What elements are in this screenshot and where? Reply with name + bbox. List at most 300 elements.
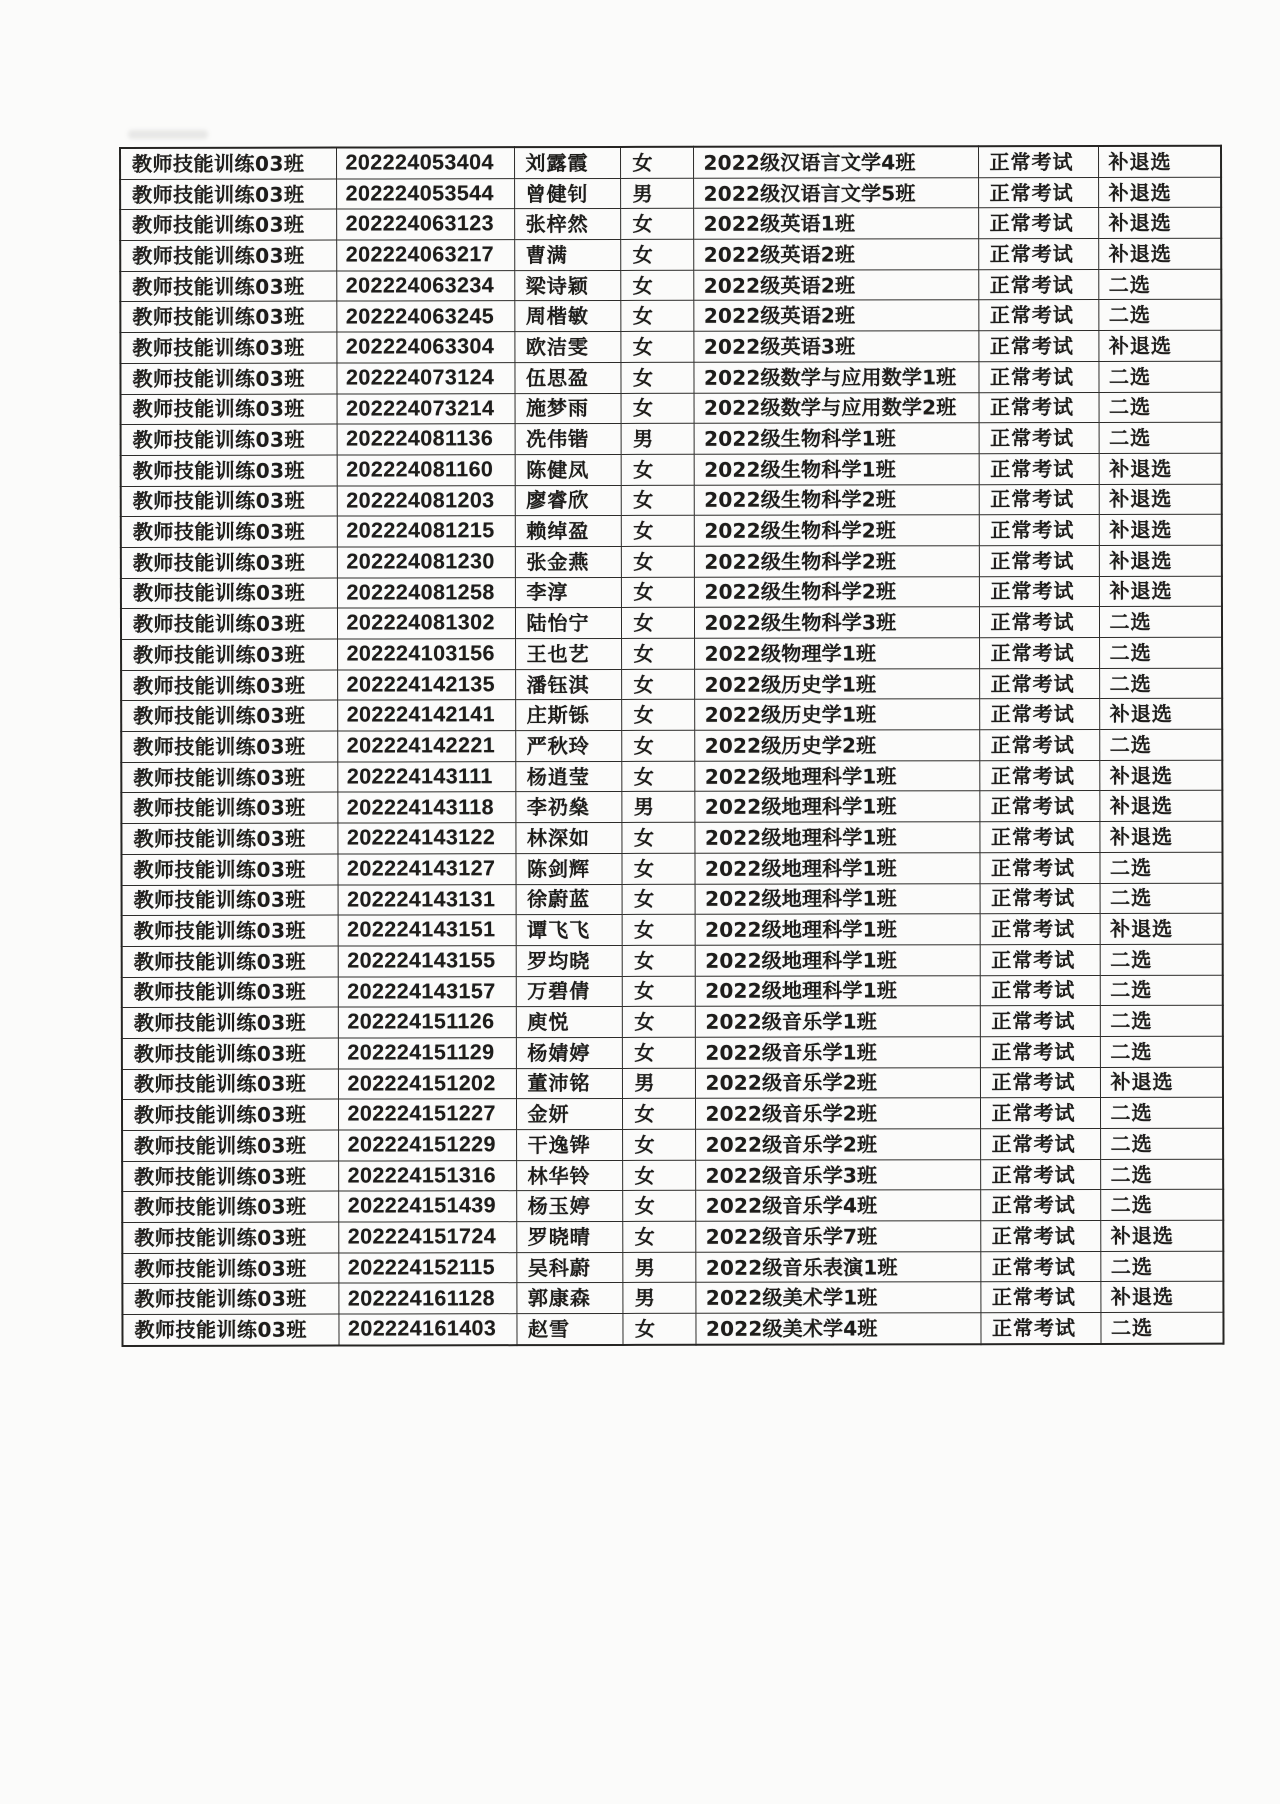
cell-gender: 女 [622,884,695,915]
cell-student-id: 202224081230 [337,547,515,578]
cell-exam-status: 正常考试 [980,944,1100,975]
cell-student-name: 谭飞飞 [516,915,622,946]
cell-student-id: 202224152115 [338,1252,516,1283]
cell-class-group: 教师技能训练03班 [122,1283,338,1314]
cell-student-id: 202224081203 [337,485,515,516]
cell-exam-status: 正常考试 [978,300,1098,331]
cell-student-name: 梁诗颖 [514,270,620,301]
cell-exam-status: 正常考试 [978,331,1098,362]
cell-admin-class: 2022级生物科学2班 [694,576,979,607]
cell-admin-class: 2022级汉语言文学4班 [693,146,978,178]
cell-gender: 女 [621,485,694,516]
cell-student-name: 施梦雨 [515,393,621,424]
cell-exam-status: 正常考试 [979,453,1099,484]
cell-admin-class: 2022级生物科学2班 [694,546,979,577]
cell-exam-status: 正常考试 [979,791,1099,822]
cell-class-group: 教师技能训练03班 [120,148,336,180]
table-row [120,300,1221,333]
cell-selection-type: 二选 [1100,883,1223,914]
cell-exam-status: 正常考试 [979,730,1099,761]
cell-selection-type: 补退选 [1098,177,1221,208]
table-row [121,852,1222,885]
cell-selection-type: 补退选 [1098,208,1221,239]
cell-admin-class: 2022级音乐学2班 [695,1129,980,1160]
cell-class-group: 教师技能训练03班 [121,731,337,762]
cell-exam-status: 正常考试 [980,883,1100,914]
cell-student-id: 202224063234 [336,270,514,301]
table-row [122,1282,1223,1315]
cell-student-name: 林华铃 [516,1160,622,1191]
cell-exam-status: 正常考试 [979,760,1099,791]
cell-student-id: 202224053544 [336,178,514,209]
cell-class-group: 教师技能训练03班 [121,516,337,547]
cell-student-name: 罗晓晴 [516,1222,622,1253]
cell-gender: 男 [621,792,694,823]
cell-gender: 女 [620,209,693,240]
cell-admin-class: 2022级数学与应用数学2班 [694,392,979,423]
cell-exam-status: 正常考试 [979,484,1099,515]
cell-admin-class: 2022级生物科学3班 [694,607,979,638]
cell-gender: 女 [622,1313,695,1344]
cell-gender: 女 [622,1160,695,1191]
cell-exam-status: 正常考试 [980,1098,1100,1129]
cell-class-group: 教师技能训练03班 [120,301,336,332]
cell-class-group: 教师技能训练03班 [120,332,336,363]
cell-admin-class: 2022级地理科学1班 [695,975,980,1006]
table-row [121,729,1222,762]
table-row [121,760,1222,793]
table-row [120,208,1221,241]
cell-student-id: 202224053404 [336,147,514,179]
cell-admin-class: 2022级音乐学7班 [695,1221,980,1252]
cell-student-name: 干逸铧 [516,1129,622,1160]
cell-selection-type: 补退选 [1099,514,1222,545]
cell-exam-status: 正常考试 [979,822,1099,853]
table-row [122,1159,1223,1192]
table-row [122,1036,1223,1069]
cell-selection-type: 二选 [1098,269,1221,300]
cell-student-id: 202224081258 [337,577,515,608]
table-row [121,637,1222,670]
cell-admin-class: 2022级历史学2班 [694,730,979,761]
scan-smudge [128,130,208,139]
cell-class-group: 教师技能训练03班 [122,1007,338,1038]
cell-gender: 女 [621,454,694,485]
cell-student-id: 202224151129 [338,1038,516,1069]
cell-exam-status: 正常考试 [979,576,1099,607]
cell-exam-status: 正常考试 [979,607,1099,638]
cell-student-name: 徐蔚蓝 [516,884,622,915]
student-roster-table [119,145,1225,1347]
cell-selection-type: 补退选 [1099,699,1222,730]
cell-gender: 女 [620,331,693,362]
cell-selection-type: 补退选 [1099,821,1222,852]
cell-gender: 女 [621,853,694,884]
cell-selection-type: 二选 [1099,422,1222,453]
table-row [122,975,1223,1008]
cell-exam-status: 正常考试 [979,392,1099,423]
cell-student-id: 202224081302 [337,608,515,639]
cell-student-name: 陈健凤 [515,454,621,485]
cell-exam-status: 正常考试 [979,515,1099,546]
cell-student-id: 202224073124 [336,362,514,393]
cell-selection-type: 二选 [1100,975,1223,1006]
cell-selection-type: 补退选 [1099,545,1222,576]
cell-gender: 女 [621,822,694,853]
cell-admin-class: 2022级美术学4班 [695,1313,980,1345]
cell-selection-type: 二选 [1099,607,1222,638]
cell-class-group: 教师技能训练03班 [122,1161,338,1192]
cell-selection-type: 二选 [1098,361,1221,392]
cell-selection-type: 补退选 [1100,1067,1223,1098]
cell-selection-type: 补退选 [1099,484,1222,515]
cell-admin-class: 2022级音乐学4班 [695,1190,980,1221]
cell-student-name: 罗均晓 [516,945,622,976]
cell-exam-status: 正常考试 [980,914,1100,945]
roster-body [120,146,1224,1346]
table-row [120,361,1221,394]
cell-class-group: 教师技能训练03班 [121,578,337,609]
cell-class-group: 教师技能训练03班 [120,271,336,302]
table-row [121,453,1222,486]
cell-selection-type: 补退选 [1098,146,1221,177]
cell-exam-status: 正常考试 [979,699,1099,730]
cell-gender: 女 [621,638,694,669]
cell-gender: 女 [622,1037,695,1068]
table-row [122,883,1223,916]
cell-student-name: 曾健钊 [514,178,620,209]
cell-admin-class: 2022级音乐学2班 [695,1067,980,1098]
cell-selection-type: 二选 [1100,1251,1223,1282]
cell-class-group: 教师技能训练03班 [120,240,336,271]
cell-student-name: 欧洁雯 [514,332,620,363]
cell-gender: 男 [622,1068,695,1099]
cell-class-group: 教师技能训练03班 [121,823,337,854]
cell-student-name: 张梓然 [514,209,620,240]
cell-gender: 女 [622,1007,695,1038]
cell-exam-status: 正常考试 [980,1159,1100,1190]
cell-student-name: 吴科蔚 [516,1252,622,1283]
cell-selection-type: 二选 [1100,1159,1223,1190]
cell-student-id: 202224161128 [338,1283,516,1314]
table-row [121,484,1222,517]
cell-selection-type: 二选 [1100,1312,1223,1343]
cell-admin-class: 2022级汉语言文学5班 [693,177,978,208]
cell-exam-status: 正常考试 [980,1251,1100,1282]
cell-student-name: 廖睿欣 [515,485,621,516]
cell-student-id: 202224151724 [338,1222,516,1253]
table-row [121,607,1222,640]
cell-class-group: 教师技能训练03班 [121,424,337,455]
cell-exam-status: 正常考试 [979,423,1099,454]
cell-exam-status: 正常考试 [978,208,1098,239]
table-row [122,1312,1223,1345]
cell-class-group: 教师技能训练03班 [122,946,338,977]
cell-selection-type: 二选 [1098,300,1221,331]
cell-selection-type: 补退选 [1099,576,1222,607]
table-row [121,422,1222,455]
cell-exam-status: 正常考试 [979,545,1099,576]
cell-selection-type: 二选 [1100,1190,1223,1221]
cell-admin-class: 2022级音乐学3班 [695,1159,980,1190]
cell-student-name: 张金燕 [515,546,621,577]
cell-class-group: 教师技能训练03班 [122,1038,338,1069]
cell-admin-class: 2022级英语1班 [693,208,978,239]
cell-gender: 男 [621,423,694,454]
table-row [120,146,1221,179]
cell-exam-status: 正常考试 [979,852,1099,883]
cell-selection-type: 二选 [1100,1098,1223,1129]
cell-student-id: 202224151202 [338,1068,516,1099]
cell-student-id: 202224143131 [338,884,516,915]
cell-class-group: 教师技能训练03班 [122,915,338,946]
cell-admin-class: 2022级地理科学1班 [694,822,979,853]
cell-student-id: 202224151229 [338,1130,516,1161]
cell-class-group: 教师技能训练03班 [120,179,336,210]
cell-gender: 女 [621,669,694,700]
cell-admin-class: 2022级数学与应用数学1班 [693,362,978,393]
cell-gender: 女 [622,976,695,1007]
cell-student-id: 202224151316 [338,1160,516,1191]
cell-admin-class: 2022级音乐表演1班 [695,1251,980,1282]
cell-student-id: 202224143155 [338,946,516,977]
cell-exam-status: 正常考试 [980,1006,1100,1037]
cell-admin-class: 2022级地理科学1班 [694,791,979,822]
cell-student-id: 202224063123 [336,209,514,240]
cell-class-group: 教师技能训练03班 [122,1191,338,1222]
cell-student-name: 李淳 [515,577,621,608]
cell-gender: 女 [620,239,693,270]
cell-student-id: 202224142135 [337,669,515,700]
cell-selection-type: 二选 [1100,1036,1223,1067]
cell-admin-class: 2022级音乐学2班 [695,1098,980,1129]
cell-gender: 女 [621,516,694,547]
cell-student-name: 林深如 [515,823,621,854]
cell-admin-class: 2022级地理科学1班 [694,760,979,791]
cell-gender: 女 [621,393,694,424]
cell-student-name: 万碧倩 [516,976,622,1007]
cell-student-name: 刘露霞 [514,147,620,178]
cell-student-name: 庾悦 [516,1007,622,1038]
cell-class-group: 教师技能训练03班 [120,209,336,240]
cell-selection-type: 二选 [1099,729,1222,760]
cell-gender: 女 [620,362,693,393]
cell-selection-type: 补退选 [1100,1220,1223,1251]
cell-class-group: 教师技能训练03班 [122,1222,338,1253]
cell-exam-status: 正常考试 [980,1190,1100,1221]
cell-student-name: 金妍 [516,1099,622,1130]
cell-selection-type: 补退选 [1098,238,1221,269]
cell-gender: 女 [621,730,694,761]
table-row [121,668,1222,701]
cell-student-id: 202224073214 [337,393,515,424]
cell-exam-status: 正常考试 [980,975,1100,1006]
cell-student-name: 郭康森 [516,1283,622,1314]
cell-admin-class: 2022级英语2班 [693,269,978,300]
cell-class-group: 教师技能训练03班 [120,363,336,394]
cell-admin-class: 2022级音乐学1班 [695,1037,980,1068]
cell-student-name: 杨婧婷 [516,1037,622,1068]
cell-gender: 女 [622,1191,695,1222]
cell-gender: 女 [620,301,693,332]
cell-gender: 女 [620,270,693,301]
cell-class-group: 教师技能训练03班 [122,1130,338,1161]
cell-class-group: 教师技能训练03班 [121,639,337,670]
cell-class-group: 教师技能训练03班 [121,394,337,425]
cell-admin-class: 2022级美术学1班 [695,1282,980,1313]
cell-exam-status: 正常考试 [980,1128,1100,1159]
cell-gender: 女 [622,1129,695,1160]
cell-exam-status: 正常考试 [979,637,1099,668]
cell-admin-class: 2022级地理科学1班 [695,945,980,976]
cell-class-group: 教师技能训练03班 [122,885,338,916]
table-row [121,392,1222,425]
cell-student-name: 李礽燊 [515,792,621,823]
cell-class-group: 教师技能训练03班 [122,977,338,1008]
cell-selection-type: 补退选 [1098,330,1221,361]
table-row [120,330,1221,363]
cell-student-name: 陆怡宁 [515,608,621,639]
cell-student-id: 202224103156 [337,639,515,670]
cell-exam-status: 正常考试 [978,146,1098,177]
cell-selection-type: 二选 [1100,944,1223,975]
cell-class-group: 教师技能训练03班 [121,670,337,701]
cell-selection-type: 二选 [1099,637,1222,668]
cell-selection-type: 二选 [1099,852,1222,883]
cell-exam-status: 正常考试 [978,361,1098,392]
cell-class-group: 教师技能训练03班 [121,455,337,486]
cell-student-id: 202224143157 [338,976,516,1007]
cell-selection-type: 二选 [1100,1128,1223,1159]
cell-class-group: 教师技能训练03班 [121,608,337,639]
cell-selection-type: 补退选 [1099,760,1222,791]
cell-exam-status: 正常考试 [980,1282,1100,1313]
cell-class-group: 教师技能训练03班 [121,700,337,731]
cell-admin-class: 2022级生物科学1班 [694,454,979,485]
cell-student-id: 202224143127 [337,853,515,884]
cell-selection-type: 补退选 [1100,1282,1223,1313]
table-row [122,944,1223,977]
table-row [121,821,1222,854]
cell-student-id: 202224142141 [337,700,515,731]
table-row [122,1005,1223,1038]
cell-student-id: 202224151126 [338,1007,516,1038]
table-row [120,269,1221,302]
cell-admin-class: 2022级历史学1班 [694,699,979,730]
cell-student-id: 202224081160 [337,455,515,486]
cell-exam-status: 正常考试 [978,177,1098,208]
cell-class-group: 教师技能训练03班 [121,486,337,517]
cell-gender: 男 [620,178,693,209]
cell-gender: 男 [622,1252,695,1283]
cell-student-name: 赖绰盈 [515,516,621,547]
table-row [122,1128,1223,1161]
table-row [122,1098,1223,1131]
cell-student-name: 冼伟锴 [515,424,621,455]
cell-student-id: 202224063217 [336,240,514,271]
cell-student-name: 杨玉婷 [516,1191,622,1222]
cell-class-group: 教师技能训练03班 [121,854,337,885]
cell-student-id: 202224151439 [338,1191,516,1222]
cell-selection-type: 二选 [1100,1005,1223,1036]
cell-gender: 女 [622,945,695,976]
cell-admin-class: 2022级历史学1班 [694,668,979,699]
cell-class-group: 教师技能训练03班 [122,1069,338,1100]
cell-exam-status: 正常考试 [978,269,1098,300]
cell-class-group: 教师技能训练03班 [122,1314,338,1346]
cell-admin-class: 2022级地理科学1班 [694,853,979,884]
cell-exam-status: 正常考试 [980,1221,1100,1252]
table-row [122,1067,1223,1100]
cell-student-id: 202224081215 [337,516,515,547]
cell-gender: 女 [621,546,694,577]
cell-student-name: 陈剑辉 [515,853,621,884]
cell-student-id: 202224143118 [337,792,515,823]
cell-exam-status: 正常考试 [979,668,1099,699]
cell-admin-class: 2022级生物科学2班 [694,515,979,546]
table-row [122,1220,1223,1253]
cell-gender: 女 [621,761,694,792]
cell-class-group: 教师技能训练03班 [121,762,337,793]
cell-gender: 女 [621,608,694,639]
table-row [120,238,1221,271]
cell-exam-status: 正常考试 [980,1036,1100,1067]
cell-student-id: 202224063304 [336,332,514,363]
cell-gender: 女 [621,577,694,608]
cell-student-name: 潘钰淇 [515,669,621,700]
cell-student-id: 202224142221 [337,731,515,762]
table-row [121,699,1222,732]
cell-exam-status: 正常考试 [980,1313,1100,1344]
cell-student-name: 庄斯铄 [515,700,621,731]
cell-gender: 女 [620,147,693,178]
cell-exam-status: 正常考试 [978,239,1098,270]
cell-student-id: 202224081136 [337,424,515,455]
cell-student-name: 赵雪 [516,1314,622,1345]
cell-selection-type: 补退选 [1099,791,1222,822]
table-row [121,514,1222,547]
cell-gender: 女 [622,914,695,945]
cell-class-group: 教师技能训练03班 [122,1253,338,1284]
cell-gender: 男 [622,1283,695,1314]
cell-admin-class: 2022级生物科学1班 [694,423,979,454]
cell-student-name: 严秋玲 [515,731,621,762]
cell-class-group: 教师技能训练03班 [121,547,337,578]
cell-selection-type: 补退选 [1099,453,1222,484]
cell-student-name: 杨逍莹 [515,761,621,792]
cell-selection-type: 补退选 [1100,913,1223,944]
table-row [122,913,1223,946]
cell-student-id: 202224151227 [338,1099,516,1130]
cell-student-name: 周楷敏 [514,301,620,332]
cell-student-id: 202224143151 [338,915,516,946]
cell-admin-class: 2022级生物科学2班 [694,484,979,515]
cell-class-group: 教师技能训练03班 [122,1099,338,1130]
cell-student-name: 曹满 [514,240,620,271]
table-row [122,1251,1223,1284]
cell-student-id: 202224143111 [337,761,515,792]
table-row [122,1190,1223,1223]
cell-selection-type: 二选 [1099,668,1222,699]
cell-student-name: 伍思盈 [514,362,620,393]
cell-admin-class: 2022级地理科学1班 [695,914,980,945]
cell-exam-status: 正常考试 [980,1067,1100,1098]
cell-student-name: 董沛铭 [516,1068,622,1099]
table-row [121,545,1222,578]
cell-student-name: 王也艺 [515,638,621,669]
cell-selection-type: 二选 [1099,392,1222,423]
cell-gender: 女 [622,1099,695,1130]
